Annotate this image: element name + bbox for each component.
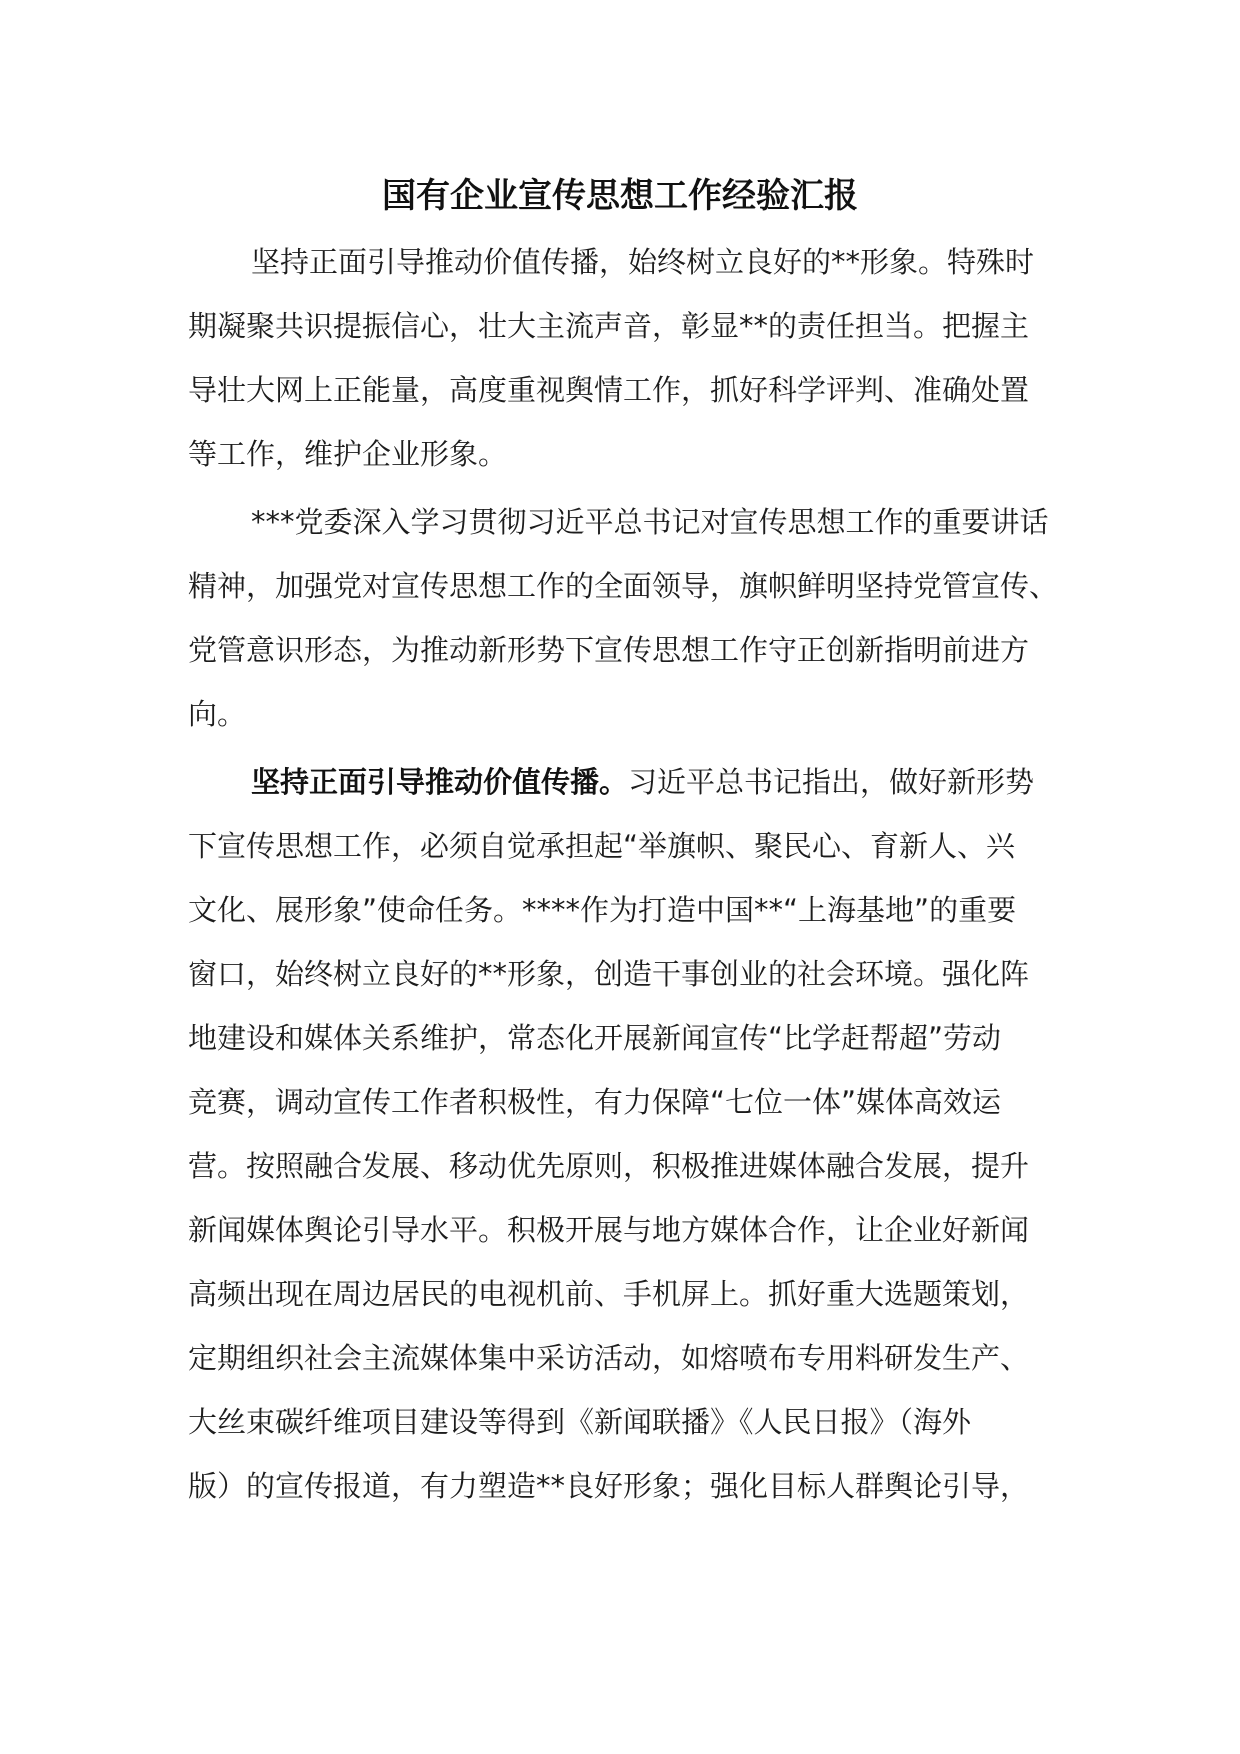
paragraph-2-line-1: ***党委深入学习贯彻习近平总书记对宣传思想工作的重要讲话 <box>251 505 1049 539</box>
paragraph-1-line-2: 期凝聚共识提振信心，壮大主流声音，彰显**的责任担当。把握主 <box>188 309 1030 343</box>
paragraph-3-line-6: 竞赛，调动宣传工作者积极性，有力保障“七位一体”媒体高效运 <box>188 1085 1002 1119</box>
paragraph-2-line-2: 精神，加强党对宣传思想工作的全面领导，旗帜鲜明坚持党管宣传、 <box>188 569 1059 603</box>
paragraph-3-line-7: 营。按照融合发展、移动优先原则，积极推进媒体融合发展，提升 <box>188 1149 1030 1183</box>
paragraph-2-line-3: 党管意识形态，为推动新形势下宣传思想工作守正创新指明前进方 <box>188 633 1030 667</box>
paragraph-3-line-10: 定期组织社会主流媒体集中采访活动，如熔喷布专用料研发生产、 <box>188 1341 1030 1375</box>
paragraph-3-line-1 <box>251 760 1034 804</box>
paragraph-2-line-4: 向。 <box>188 697 247 731</box>
paragraph-3-line-11: 大丝束碳纤维项目建设等得到《新闻联播》《人民日报》（海外 <box>188 1405 972 1439</box>
paragraph-1-line-3: 导壮大网上正能量，高度重视舆情工作，抓好科学评判、准确处置 <box>188 373 1030 407</box>
paragraph-3-lead: 坚持正面引导推动价值传播。 <box>251 765 629 799</box>
paragraph-3-line-3: 文化、展形象”使命任务。****作为打造中国**“上海基地”的重要 <box>188 893 1017 927</box>
paragraph-3-line-1-text: 习近平总书记指出，做好新形势 <box>628 765 1035 799</box>
document-title: 国有企业宣传思想工作经验汇报 <box>382 176 858 216</box>
paragraph-3-line-2: 下宣传思想工作，必须自觉承担起“举旗帜、聚民心、育新人、兴 <box>188 829 1016 863</box>
paragraph-3-line-9: 高频出现在周边居民的电视机前、手机屏上。抓好重大选题策划， <box>188 1277 1030 1311</box>
paragraph-3-line-4: 窗口，始终树立良好的**形象，创造干事创业的社会环境。强化阵 <box>188 957 1030 991</box>
paragraph-3-line-8: 新闻媒体舆论引导水平。积极开展与地方媒体合作，让企业好新闻 <box>188 1213 1030 1247</box>
paragraph-1-line-1: 坚持正面引导推动价值传播，始终树立良好的**形象。特殊时 <box>251 245 1035 279</box>
paragraph-1-line-4: 等工作，维护企业形象。 <box>188 437 508 471</box>
paragraph-3-line-5: 地建设和媒体关系维护，常态化开展新闻宣传“比学赶帮超”劳动 <box>188 1021 1002 1055</box>
paragraph-3-line-12: 版）的宣传报道，有力塑造**良好形象；强化目标人群舆论引导， <box>188 1469 1030 1503</box>
